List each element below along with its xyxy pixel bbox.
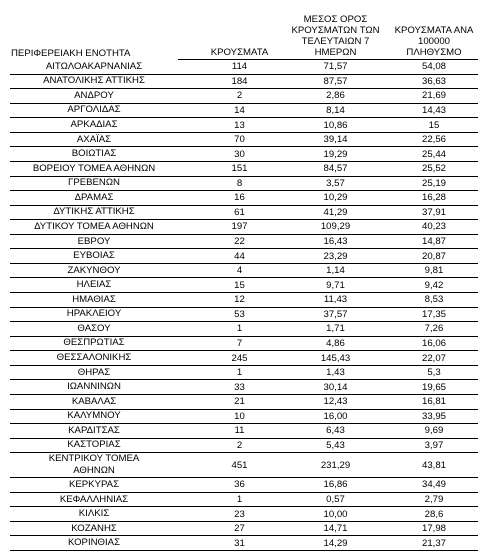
table-row: [10, 453, 478, 478]
cell-region: ΑΝΑΤΟΛΙΚΗΣ ΑΤΤΙΚΗΣ: [10, 74, 178, 89]
table-body: [10, 60, 478, 551]
header-per100k: ΚΡΟΥΣΜΑΤΑ ΑΝΑ 100000 ΠΛΗΘΥΣΜΟ: [390, 14, 478, 60]
cell-cases: 15: [178, 278, 281, 293]
table-row: [10, 205, 478, 220]
cell-cases: 13: [178, 118, 281, 133]
header-avg7: ΜΕΣΟΣ ΟΡΟΣ ΚΡΟΥΣΜΑΤΩΝ ΤΩΝ ΤΕΛΕΥΤΑΙΩΝ 7 ΗΜΕΡΩΝ: [281, 14, 390, 60]
cell-region: ΒΟΡΕΙΟΥ ΤΟΜΕΑ ΑΘΗΝΩΝ: [10, 161, 178, 176]
table-row: [10, 74, 478, 89]
cell-region: ΚΑΡΔΙΤΣΑΣ: [10, 424, 178, 439]
cell-avg7: 11,43: [281, 293, 390, 308]
cell-per100k: 16,28: [390, 191, 478, 206]
table-row: [10, 336, 478, 351]
cell-avg7: 14,29: [281, 536, 390, 551]
table-row: [10, 234, 478, 249]
cell-region: ΚΕΦΑΛΛΗΝΙΑΣ: [10, 492, 178, 507]
cell-avg7: 1,71: [281, 322, 390, 337]
cell-region: ΘΗΡΑΣ: [10, 365, 178, 380]
table-row: [10, 89, 478, 104]
cell-region: ΔΥΤΙΚΟΥ ΤΟΜΕΑ ΑΘΗΝΩΝ: [10, 220, 178, 235]
table-row: [10, 263, 478, 278]
cell-region: ΔΡΑΜΑΣ: [10, 191, 178, 206]
table-row: [10, 293, 478, 308]
cell-region: ΚΙΛΚΙΣ: [10, 507, 178, 522]
cell-region: ΚΟΖΑΝΗΣ: [10, 521, 178, 536]
cell-avg7: 231,29: [281, 453, 390, 478]
table-row: [10, 132, 478, 147]
table-row: [10, 409, 478, 424]
table-header: [10, 14, 478, 60]
cell-cases: 30: [178, 147, 281, 162]
cell-cases: 12: [178, 293, 281, 308]
header-region: ΠΕΡΙΦΕΡΕΙΑΚΗ ΕΝΟΤΗΤΑ: [11, 47, 131, 59]
cell-per100k: 25,52: [390, 161, 478, 176]
table-row: [10, 249, 478, 264]
cell-avg7: 9,71: [281, 278, 390, 293]
cell-avg7: 41,29: [281, 205, 390, 220]
cell-avg7: 37,57: [281, 307, 390, 322]
cell-per100k: 14,43: [390, 103, 478, 118]
cell-region: ΔΥΤΙΚΗΣ ΑΤΤΙΚΗΣ: [10, 205, 178, 220]
table-row: [10, 307, 478, 322]
table-row: [10, 220, 478, 235]
cell-cases: 1: [178, 492, 281, 507]
cell-avg7: 10,29: [281, 191, 390, 206]
cell-cases: 44: [178, 249, 281, 264]
cell-region: ΚΕΝΤΡΙΚΟΥ ΤΟΜΕΑ ΑΘΗΝΩΝ: [10, 453, 178, 478]
cell-region: ΚΑΣΤΟΡΙΑΣ: [10, 438, 178, 453]
cell-cases: 245: [178, 351, 281, 366]
cell-cases: 33: [178, 380, 281, 395]
cell-cases: 21: [178, 394, 281, 409]
cell-cases: 1: [178, 365, 281, 380]
cell-per100k: 54,08: [390, 60, 478, 75]
cell-region: ΒΟΙΩΤΙΑΣ: [10, 147, 178, 162]
cell-region: ΗΡΑΚΛΕΙΟΥ: [10, 307, 178, 322]
cell-avg7: 10,86: [281, 118, 390, 133]
cell-region: ΕΥΒΟΙΑΣ: [10, 249, 178, 264]
cell-per100k: 21,69: [390, 89, 478, 104]
cell-cases: 31: [178, 536, 281, 551]
cell-per100k: 17,35: [390, 307, 478, 322]
cell-per100k: 22,56: [390, 132, 478, 147]
cell-region: ΘΑΣΟΥ: [10, 322, 178, 337]
table-row: [10, 322, 478, 337]
table-row: [10, 424, 478, 439]
cases-table: [10, 14, 478, 551]
cell-per100k: 14,87: [390, 234, 478, 249]
cell-per100k: 9,42: [390, 278, 478, 293]
cell-cases: 7: [178, 336, 281, 351]
cell-avg7: 14,71: [281, 521, 390, 536]
table-row: [10, 60, 478, 75]
cell-per100k: 36,63: [390, 74, 478, 89]
cell-avg7: 5,43: [281, 438, 390, 453]
cell-per100k: 15: [390, 118, 478, 133]
cell-per100k: 25,19: [390, 176, 478, 191]
cell-avg7: 1,43: [281, 365, 390, 380]
cell-region: ΑΧΑΪΑΣ: [10, 132, 178, 147]
cell-region: ΑΝΔΡΟΥ: [10, 89, 178, 104]
cell-region: ΖΑΚΥΝΘΟΥ: [10, 263, 178, 278]
header-cases: ΚΡΟΥΣΜΑΤΑ: [178, 14, 281, 60]
cell-per100k: 16,06: [390, 336, 478, 351]
cell-region: ΚΟΡΙΝΘΙΑΣ: [10, 536, 178, 551]
cell-per100k: 9,69: [390, 424, 478, 439]
table-row: [10, 351, 478, 366]
cell-per100k: 40,23: [390, 220, 478, 235]
cell-per100k: 8,53: [390, 293, 478, 308]
cell-avg7: 30,14: [281, 380, 390, 395]
cell-avg7: 16,43: [281, 234, 390, 249]
cell-avg7: 10,00: [281, 507, 390, 522]
cell-avg7: 109,29: [281, 220, 390, 235]
cell-per100k: 16,81: [390, 394, 478, 409]
cell-cases: 16: [178, 191, 281, 206]
cell-cases: 451: [178, 453, 281, 478]
table-row: [10, 147, 478, 162]
cell-avg7: 87,57: [281, 74, 390, 89]
cell-per100k: 43,81: [390, 453, 478, 478]
cell-per100k: 33,95: [390, 409, 478, 424]
cell-per100k: 19,65: [390, 380, 478, 395]
cell-cases: 11: [178, 424, 281, 439]
table-row: [10, 278, 478, 293]
cell-cases: 2: [178, 89, 281, 104]
cell-per100k: 3,97: [390, 438, 478, 453]
cell-avg7: 4,86: [281, 336, 390, 351]
cell-avg7: 6,43: [281, 424, 390, 439]
cell-cases: 23: [178, 507, 281, 522]
cell-avg7: 71,57: [281, 60, 390, 75]
cell-per100k: 17,98: [390, 521, 478, 536]
cell-cases: 53: [178, 307, 281, 322]
cell-cases: 1: [178, 322, 281, 337]
table-row: [10, 103, 478, 118]
cell-avg7: 3,57: [281, 176, 390, 191]
table-row: [10, 507, 478, 522]
cell-cases: 14: [178, 103, 281, 118]
cell-per100k: 2,79: [390, 492, 478, 507]
cell-avg7: 12,43: [281, 394, 390, 409]
cell-avg7: 19,29: [281, 147, 390, 162]
cell-region: ΘΕΣΣΑΛΟΝΙΚΗΣ: [10, 351, 178, 366]
cell-region: ΙΩΑΝΝΙΝΩΝ: [10, 380, 178, 395]
cell-avg7: 39,14: [281, 132, 390, 147]
cell-avg7: 145,43: [281, 351, 390, 366]
cell-cases: 8: [178, 176, 281, 191]
cell-per100k: 5,3: [390, 365, 478, 380]
cell-cases: 184: [178, 74, 281, 89]
table-row: [10, 161, 478, 176]
cell-cases: 70: [178, 132, 281, 147]
cell-region: ΚΕΡΚΥΡΑΣ: [10, 478, 178, 493]
table-row: [10, 438, 478, 453]
cell-avg7: 23,29: [281, 249, 390, 264]
cell-per100k: 34,49: [390, 478, 478, 493]
cell-per100k: 7,26: [390, 322, 478, 337]
cell-per100k: 37,91: [390, 205, 478, 220]
cell-cases: 151: [178, 161, 281, 176]
table-row: [10, 191, 478, 206]
cell-region: ΑΙΤΩΛΟΑΚΑΡΝΑΝΙΑΣ: [10, 60, 178, 75]
cell-region: ΓΡΕΒΕΝΩΝ: [10, 176, 178, 191]
cell-region: ΑΡΚΑΔΙΑΣ: [10, 118, 178, 133]
cell-cases: 27: [178, 521, 281, 536]
cell-cases: 2: [178, 438, 281, 453]
cell-region: ΘΕΣΠΡΩΤΙΑΣ: [10, 336, 178, 351]
cell-per100k: 9,81: [390, 263, 478, 278]
table-row: [10, 394, 478, 409]
cell-per100k: 22,07: [390, 351, 478, 366]
cell-avg7: 8,14: [281, 103, 390, 118]
cell-cases: 114: [178, 60, 281, 75]
table-row: [10, 380, 478, 395]
cell-cases: 36: [178, 478, 281, 493]
table-row: [10, 492, 478, 507]
cell-region: ΑΡΓΟΛΙΔΑΣ: [10, 103, 178, 118]
table-row: [10, 521, 478, 536]
cell-per100k: 20,87: [390, 249, 478, 264]
cell-region: ΕΒΡΟΥ: [10, 234, 178, 249]
table-row: [10, 118, 478, 133]
cell-avg7: 0,57: [281, 492, 390, 507]
cell-avg7: 1,14: [281, 263, 390, 278]
cell-per100k: 25,44: [390, 147, 478, 162]
cell-cases: 197: [178, 220, 281, 235]
cell-cases: 10: [178, 409, 281, 424]
table-row: [10, 478, 478, 493]
cell-region: ΗΛΕΙΑΣ: [10, 278, 178, 293]
cell-region: ΚΑΛΥΜΝΟΥ: [10, 409, 178, 424]
cell-avg7: 84,57: [281, 161, 390, 176]
cell-cases: 61: [178, 205, 281, 220]
table-row: [10, 365, 478, 380]
cell-avg7: 16,00: [281, 409, 390, 424]
cell-region: ΚΑΒΑΛΑΣ: [10, 394, 178, 409]
cell-cases: 4: [178, 263, 281, 278]
cell-per100k: 28,6: [390, 507, 478, 522]
table-row: [10, 536, 478, 551]
cell-avg7: 2,86: [281, 89, 390, 104]
table-row: [10, 176, 478, 191]
cell-region: ΗΜΑΘΙΑΣ: [10, 293, 178, 308]
cell-avg7: 16,86: [281, 478, 390, 493]
cell-cases: 22: [178, 234, 281, 249]
cell-per100k: 21,37: [390, 536, 478, 551]
